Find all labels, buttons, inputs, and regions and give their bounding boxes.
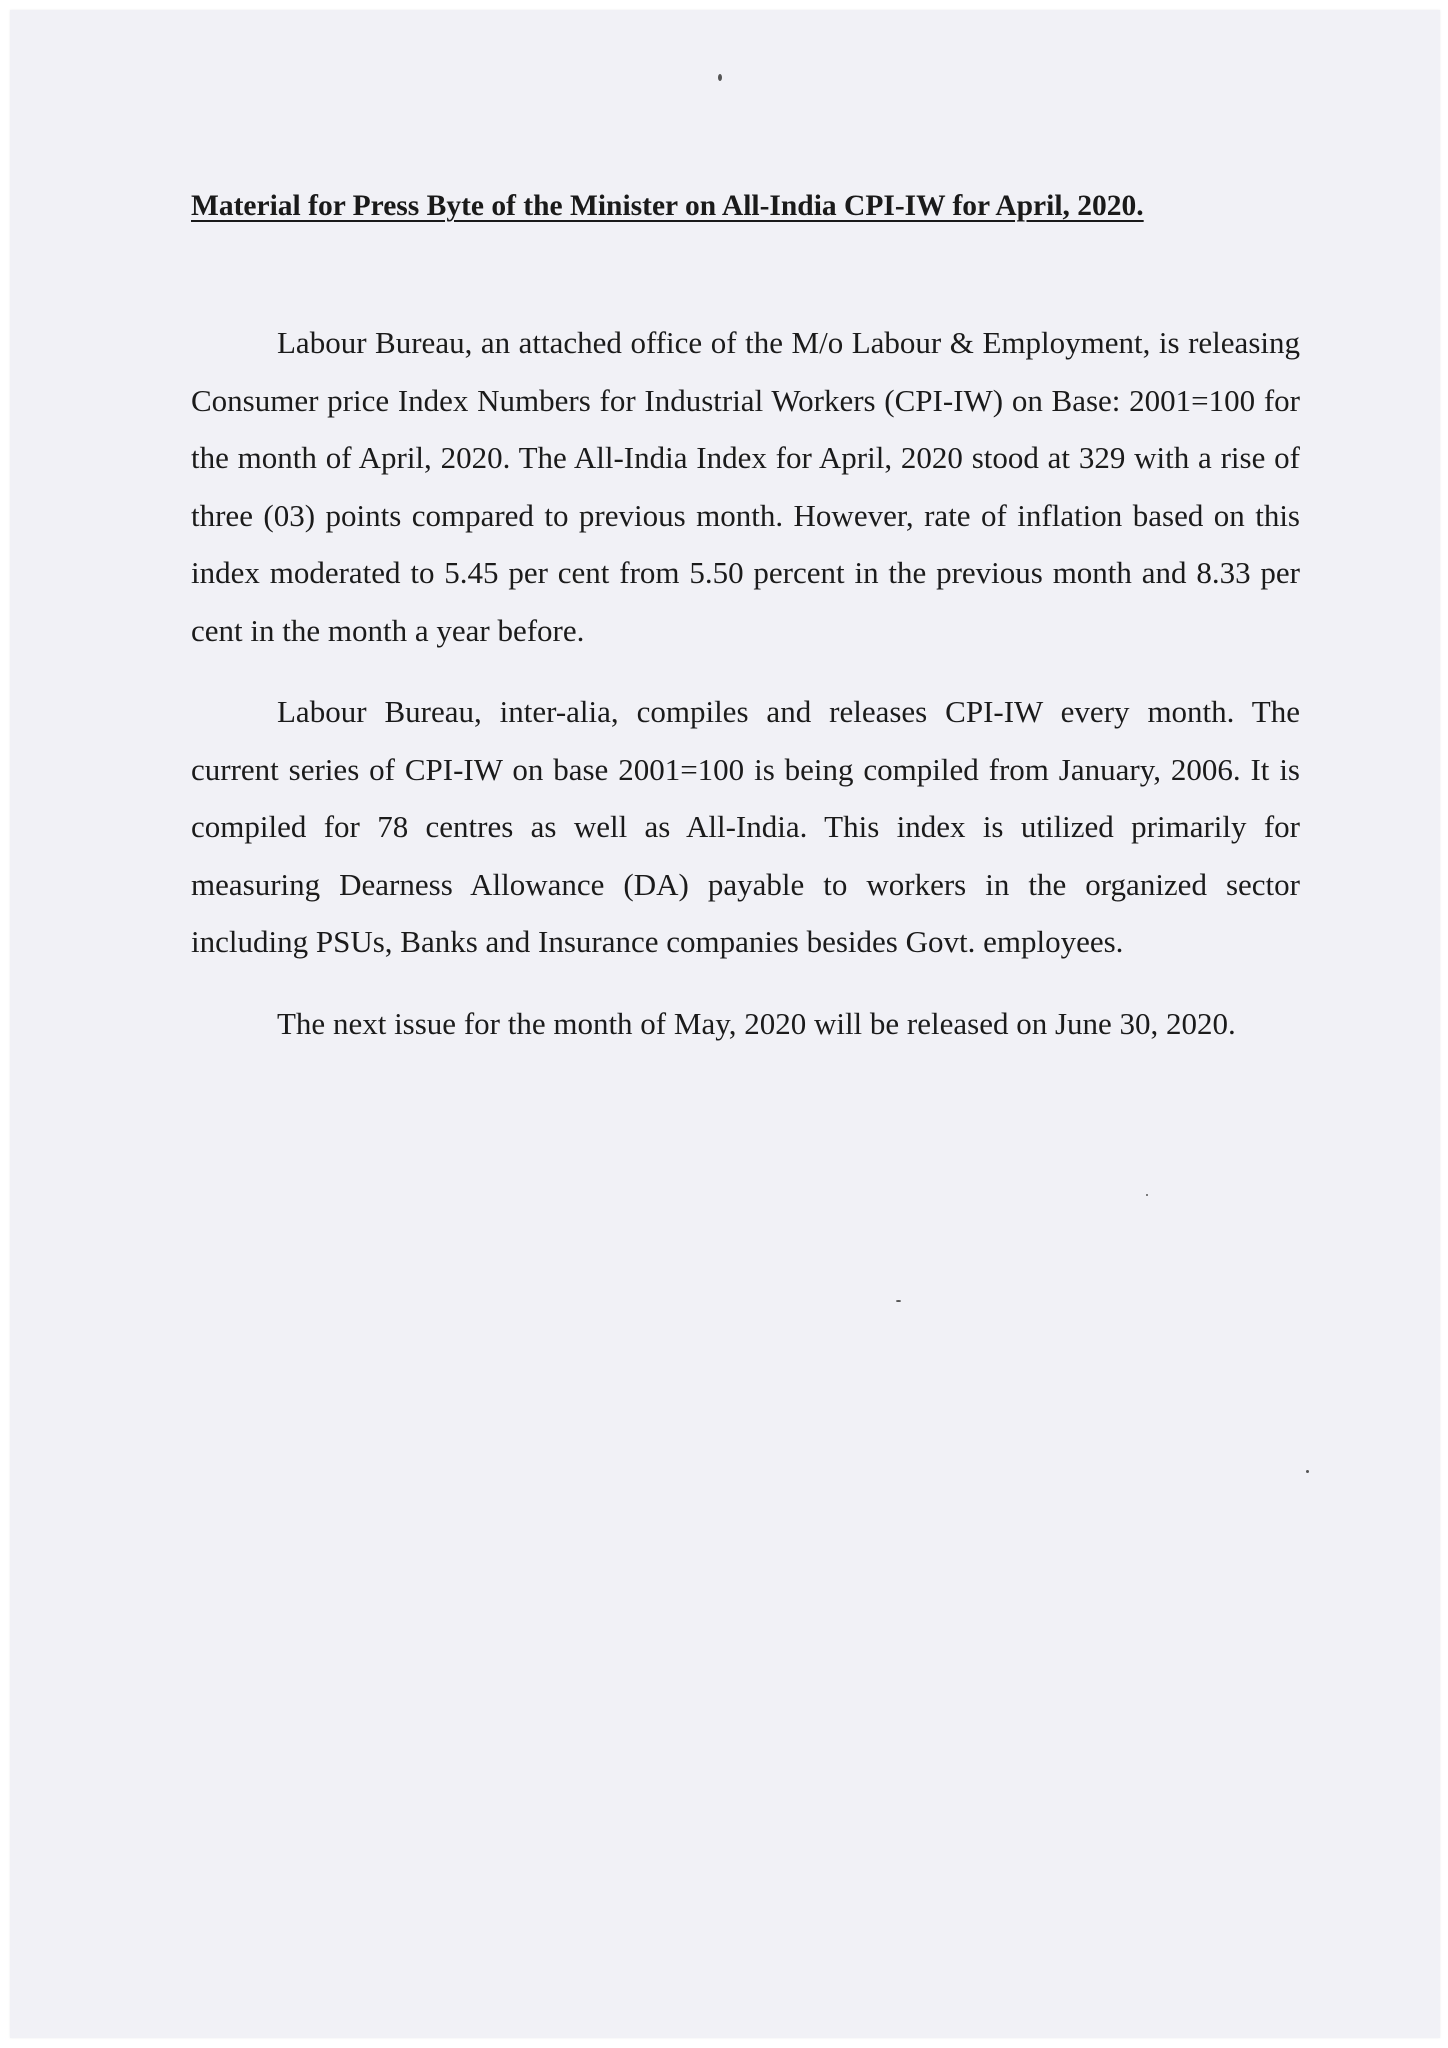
scan-speck [1306,1470,1309,1473]
paragraph-release-summary: Labour Bureau, an attached office of the M/o Labour & Employment, is releasing Consumer price Index Numbers for Industrial Workers (CPI-IW) on Base: 2001=100 for the month of April, 2020. The All-India Index for April, 2020 stood at 329 with a rise of three (03) points compared to previous month. However, rate of inflation based on this index moderated to 5.45 per cent from 5.50 percent in the previous month and 8.33 per cent in the month a year before. [191,325,1300,648]
paragraph-series-info: Labour Bureau, inter-alia, compiles and releases CPI-IW every month. The current series of CPI-IW on base 2001=100 is being compiled from January, 2006. It is compiled for 78 centres as well as All-India. This index is utilized primarily for measuring Dearness Allowance (DA) payable to workers in the organized sector including PSUs, Banks and Insurance companies besides Govt. employees. [191,694,1300,959]
document-title: Material for Press Byte of the Minister on All-India CPI-IW for April, 2020. [191,190,1144,222]
document-body [191,314,1300,1076]
scanned-page [10,10,1440,2038]
paragraph-next-release: The next issue for the month of May, 2020 will be released on June 30, 2020. [277,1005,1236,1041]
scan-speck [1146,1194,1148,1196]
scan-speck [718,74,722,81]
scan-speck [896,1300,901,1302]
